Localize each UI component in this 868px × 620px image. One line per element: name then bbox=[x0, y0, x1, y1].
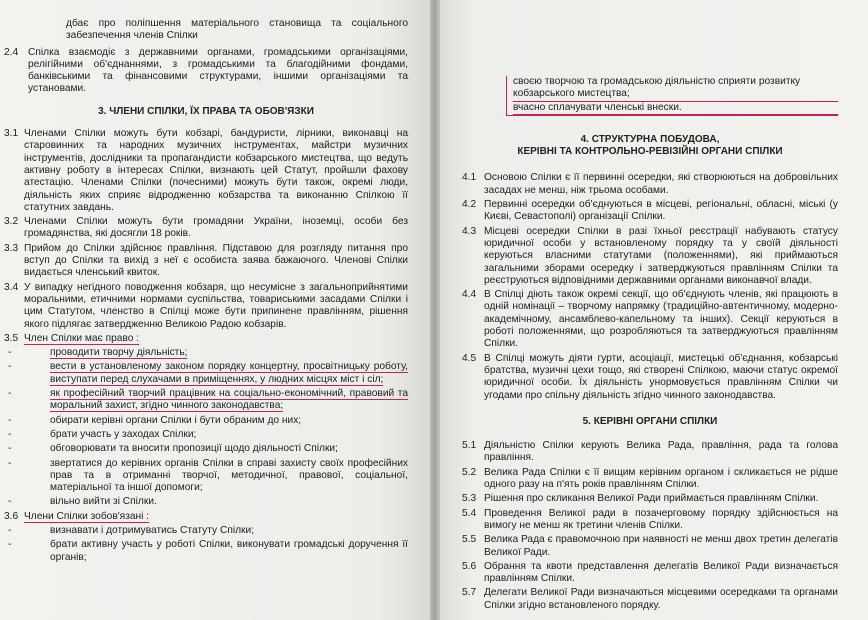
clause-4-1 bbox=[462, 172, 838, 197]
rights-text: звертатися до керівних органів Спілки в справі захисту своїх професійних прав та в отриманні творчої, методичної, правової, соціальної, матеріальної та іншої допомоги; bbox=[50, 457, 408, 494]
rights-text: обговорювати та вносити пропозиції щодо діяльності Спілки; bbox=[50, 443, 338, 455]
rights-item: - обговорювати та вносити пропозиції щодо діяльності Спілки; bbox=[4, 443, 408, 455]
book-gutter bbox=[430, 0, 440, 620]
clause-text: Прийом до Спілки здійснює правління. Підставою для розгляду питання про вступ до Спілки та вихід з неї є особиста заява бажаючого. Членові Спілки видається членський квиток. bbox=[24, 242, 408, 279]
clause-number: 3.3 bbox=[4, 242, 19, 254]
clause-text: Проведення Великої ради в позачерговому порядку здійснюється на вимогу не менш як третини членів Спілки. bbox=[484, 507, 838, 531]
clause-number: 4.4 bbox=[462, 289, 477, 301]
clause-number: 5.6 bbox=[462, 560, 477, 572]
clause-text: Обрання та квоти представлення делегатів Великої Ради визначається правлінням Спілки. bbox=[484, 560, 838, 585]
clause-number: 5.5 bbox=[462, 534, 477, 546]
clause-text: Членами Спілки можуть бути громадяни України, іноземці, особи без громадянства, які досягли 18 років. bbox=[24, 216, 408, 240]
clause-text: В Спілці діють також окремі секції, що об'єднують членів, які працюють в одній номінації – творчому напрямку (традиційно-автентичному, модерно-академічному, ансамблево-капельному та інших). Секції керуються в роботі положеннями, що розробляються та затверджуються правлінням Спілки. bbox=[484, 289, 838, 350]
intro-text: дбає про поліпшення матеріального становища та соціального забезпечення членів Спілки bbox=[66, 18, 408, 42]
clause-5-1 bbox=[462, 440, 838, 465]
clause-text: У випадку негідного поводження кобзаря, що несумісне з загальноприйнятими моральними, етичними нормами суспільства, товариськими засадами Спілки і цим Статутом, членство в Спілці може бути припинене правлінням, рішення якого підлягає затвердженню Великою Радою кобзарів. bbox=[24, 281, 408, 330]
clause-number: 3.6 bbox=[4, 510, 19, 522]
clause-number: 4.2 bbox=[462, 199, 477, 211]
clause-text: Діяльністю Спілки керують Велика Рада, правління, рада та голова правління. bbox=[484, 440, 838, 464]
duties-item: - визнавати і дотримуватись Статуту Спілки; bbox=[4, 525, 408, 537]
clause-text: Членами Спілки можуть бути кобзарі, бандуристи, лірники, виконавці на старовинних та народних музичних інструментах, майстри музичних інструментів, дослідники та пропагандисти кобзарського мистецтва, що ведуть активну роботу в інтересах Спілки, визнають цей Статут, пройшли фахову атестацію. Членами Спілки (почесними) можуть бути також, окремі люди, діяльність яких сприяє відродженню кобзарства та виконанню Спілкою її статутних завдань. bbox=[24, 128, 408, 213]
clause-number: 2.4 bbox=[4, 46, 19, 58]
clause-3-5 bbox=[4, 333, 408, 345]
clause-5-6 bbox=[462, 561, 838, 586]
rights-item: - як професійний творчий працівник на соціально-економічний, правовий та моральний захист, згідно чинного законодавства; bbox=[8, 388, 408, 412]
clause-5-2 bbox=[462, 467, 838, 492]
duties-text: визнавати і дотримуватись Статуту Спілки; bbox=[50, 524, 255, 536]
clause-number: 3.4 bbox=[4, 281, 19, 293]
clause-number: 3.1 bbox=[4, 128, 19, 140]
clause-number: 4.3 bbox=[462, 225, 477, 237]
clause-3-6 bbox=[4, 511, 408, 523]
section-4-heading-line2: КЕРІВНІ ТА КОНТРОЛЬНО-РЕВІЗІЙНІ ОРГАНИ СПІЛКИ bbox=[517, 146, 783, 158]
clause-number: 5.4 bbox=[462, 507, 477, 519]
duties-title: Члени Спілки зобов'язані : bbox=[24, 510, 150, 522]
clause-number: 5.7 bbox=[462, 587, 477, 599]
clause-3-1 bbox=[4, 128, 408, 214]
clause-number: 3.5 bbox=[4, 332, 19, 344]
clause-text: Рішення про скликання Великої Ради приймається правлінням Спілки. bbox=[484, 493, 819, 505]
rights-item: - вести в установленому законом порядку концертну, просвітницьку роботу, виступати перед слухачами в приміщеннях, у людних місцях міст і сіл; bbox=[8, 361, 408, 385]
clause-4-5 bbox=[462, 353, 838, 402]
clause-text: В Спілці можуть діяти гурти, асоціації, мистецькі об'єднання, кобзарські братства, музичні цехи тощо, які створені Спілкою, маючи статус окремої юридичної особи. Їх діяльність унормовується правлінням Спілки чи угодами про спільну діяльність згідно чинного законодавства. bbox=[484, 352, 838, 401]
duties-item: - брати активну участь у роботі Спілки, виконувати громадські доручення її органів; bbox=[8, 539, 408, 563]
clause-5-3 bbox=[462, 493, 838, 505]
section-5-heading: 5. КЕРІВНІ ОРГАНИ СПІЛКИ bbox=[582, 415, 718, 427]
clause-text: Велика Рада є правомочною при наявності не менш двох третин делегатів Великої Ради. bbox=[484, 534, 838, 558]
highlighted-duties bbox=[506, 76, 838, 116]
rights-item: - брати участь у заходах Спілки; bbox=[4, 429, 408, 441]
clause-5-5 bbox=[462, 534, 838, 559]
clause-text: Місцеві осередки Спілки в разі їхньої реєстрації набувають статусу юридичної особи у встановленому порядку та у своїй діяльності керуються власними статутами (положеннями), які приймаються загальними зборами осередку і затверджуються правлінням Спілки та реєструються відповідними державними органами виконавчої влади. bbox=[484, 225, 838, 286]
clause-text: Спілка взаємодіє з державними органами, громадськими організаціями, релігійними об'єднаннями, з громадськими та благодійними фондами, банківськими та фінансовими структурами, іншими організаціями та установами. bbox=[28, 46, 408, 95]
rights-text: брати участь у заходах Спілки; bbox=[50, 428, 197, 440]
duty-fees: вчасно сплачувати членські внески. bbox=[513, 102, 838, 115]
rights-item: - обирати керівні органи Спілки і бути обраним до них; bbox=[4, 415, 408, 427]
clause-text: Делегати Великої Ради визначаються місцевими осередками та органами Спілки згідно встановленого порядку. bbox=[484, 587, 838, 611]
clause-number: 3.2 bbox=[4, 216, 19, 228]
rights-item: - вільно вийти зі Спілки. bbox=[4, 496, 408, 508]
rights-text: обирати керівні органи Спілки і бути обраним до них; bbox=[50, 414, 302, 426]
rights-text: вести в установленому законом порядку концертну, просвітницьку роботу, виступати перед слухачами в приміщеннях, у людних місцях міст і сіл; bbox=[50, 361, 408, 385]
rights-item: - проводити творчу діяльність; bbox=[8, 347, 188, 359]
right-page bbox=[440, 0, 868, 620]
clause-text: Первинні осередки об'єднуються в місцеві, регіональні, обласні, міські (у Києві, Севастополі) організації Спілки. bbox=[484, 199, 838, 223]
rights-text: як професійний творчий працівник на соціально-економічний, правовий та моральний захист, згідно чинного законодавства; bbox=[50, 388, 408, 412]
section-4-heading-line1: 4. СТРУКТУРНА ПОБУДОВА, bbox=[580, 133, 720, 145]
clause-text: Основою Спілки є її первинні осередки, які створюються на добровільних засадах не менш, ніж трьома особами. bbox=[484, 172, 838, 196]
duties-text: брати активну участь у роботі Спілки, виконувати громадські доручення її органів; bbox=[50, 539, 408, 563]
section-4-heading bbox=[462, 134, 838, 159]
clause-3-2 bbox=[4, 216, 408, 241]
clause-2-4 bbox=[4, 47, 408, 96]
clause-4-4 bbox=[462, 289, 838, 350]
clause-number: 5.1 bbox=[462, 440, 477, 452]
clause-text: Велика Рада Спілки є її вищим керівним органом і скликається не рідше одного разу на п'ять років правлінням Спілки. bbox=[484, 466, 838, 491]
rights-item: - звертатися до керівних органів Спілки в справі захисту своїх професійних прав та в отриманні творчої, методичної, правової, соціальної, матеріальної та іншої допомоги; bbox=[8, 457, 408, 494]
clause-3-3 bbox=[4, 243, 408, 280]
clause-number: 5.3 bbox=[462, 493, 477, 505]
rights-text: проводити творчу діяльність; bbox=[50, 347, 188, 359]
clause-number: 4.5 bbox=[462, 352, 477, 364]
rights-text: вільно вийти зі Спілки. bbox=[50, 496, 157, 508]
clause-4-3 bbox=[462, 226, 838, 287]
clause-5-7 bbox=[462, 587, 838, 612]
rights-title: Член Спілки має право : bbox=[24, 332, 140, 344]
clause-4-2 bbox=[462, 199, 838, 224]
left-page bbox=[0, 0, 430, 620]
section-3-heading: 3. ЧЛЕНИ СПІЛКИ, ЇХ ПРАВА ТА ОБОВ'ЯЗКИ bbox=[98, 105, 314, 117]
duty-creative: своєю творчою та громадською діяльністю сприяти розвитку кобзарського мистецтва; bbox=[513, 76, 838, 102]
clause-number: 4.1 bbox=[462, 172, 477, 184]
clause-5-4 bbox=[462, 508, 838, 533]
clause-number: 5.2 bbox=[462, 466, 477, 478]
clause-3-4 bbox=[4, 282, 408, 331]
